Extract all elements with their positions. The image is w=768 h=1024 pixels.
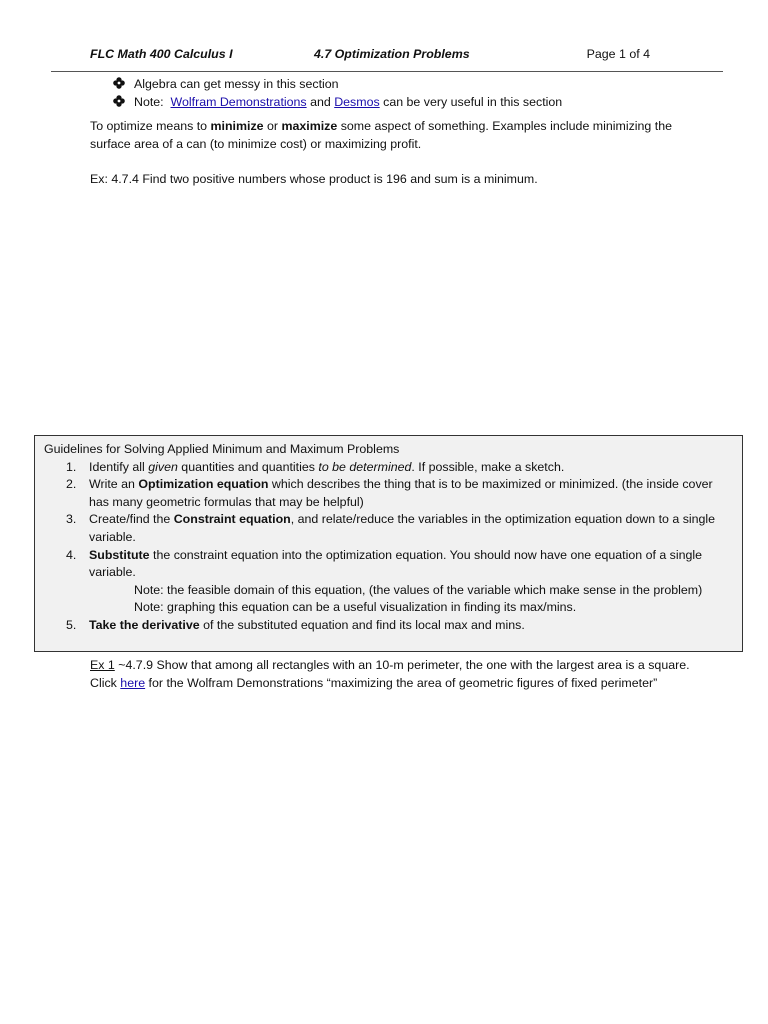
step-note: Note: the feasible domain of this equation, (the values of the variable which make sense in the problem) [134, 582, 703, 597]
step-text: Create/find the [89, 512, 174, 527]
click-rest-text: for the Wolfram Demonstrations “maximizing the area of geometric figures of fixed perimeter” [145, 675, 658, 690]
wolfram-demonstrations-link[interactable]: Wolfram Demonstrations [170, 94, 307, 109]
example-4-7-4: Ex: 4.7.4 Find two positive numbers whose product is 196 and sum is a minimum. [90, 172, 538, 186]
step-text: . If possible, make a sketch. [411, 459, 565, 474]
maximize-term: maximize [281, 119, 338, 133]
intro-text: or [263, 119, 282, 133]
step-bold: Substitute [89, 547, 150, 562]
section-title: 4.7 Optimization Problems [314, 47, 470, 61]
and-text: and [310, 94, 331, 109]
guidelines-title: Guidelines for Solving Applied Minimum and Maximum Problems [44, 442, 400, 456]
guideline-step-3 [44, 511, 733, 546]
step-note: Note: graphing this equation can be a useful visualization in finding its max/mins. [134, 600, 577, 615]
example-label: Ex 1 [90, 658, 115, 672]
step-text: the constraint equation into the optimization equation. You should now have one equation of a single variable. [89, 547, 703, 580]
intro-text: To optimize means to [90, 119, 211, 133]
guideline-step-4 [44, 547, 733, 617]
flower-bullet-icon [113, 95, 125, 107]
step-text: quantities and quantities [177, 459, 319, 474]
intro-paragraph [90, 118, 710, 153]
step-number: 5. [66, 617, 77, 632]
example-1-statement [90, 657, 750, 675]
note-suffix: can be very useful in this section [383, 94, 563, 109]
step-emphasis: given [148, 459, 178, 474]
example-1-click-line [90, 675, 750, 693]
course-title: FLC Math 400 Calculus I [90, 47, 233, 61]
step-text: , and relate/reduce the variables in the optimization equation down to a single variable. [89, 512, 716, 544]
step-number: 4. [66, 547, 77, 562]
step-text: Identify all [89, 459, 149, 474]
step-bold: Take the derivative [89, 617, 200, 632]
example-text: ~4.7.9 Show that among all rectangles with an 10-m perimeter, the one with the largest area is a square. [114, 658, 690, 672]
intro-bullets [113, 76, 562, 111]
guidelines-box [34, 435, 743, 652]
guideline-step-5 [44, 617, 733, 635]
step-text: Write an [89, 477, 139, 492]
step-number: 2. [66, 477, 77, 492]
bullet-item [113, 76, 562, 94]
step-bold: Optimization equation [138, 477, 269, 492]
guideline-step-2 [44, 476, 733, 511]
note-prefix: Note: [134, 94, 164, 109]
guideline-step-1 [44, 459, 733, 477]
step-number: 1. [66, 459, 77, 474]
guidelines-list [44, 459, 733, 635]
bullet-text: Algebra can get messy in this section [134, 77, 339, 91]
step-number: 3. [66, 512, 77, 527]
page-number: Page 1 of 4 [586, 47, 650, 61]
bullet-item [113, 94, 562, 112]
example-1 [90, 657, 750, 692]
step-emphasis: to be determined [318, 459, 412, 474]
step-bold: Constraint equation [173, 512, 291, 527]
flower-bullet-icon [113, 77, 125, 89]
intro-text: some aspect of something. Examples include minimizing the surface area of a can (to minimize cost) or maximizing profit. [90, 119, 672, 151]
desmos-link[interactable]: Desmos [334, 94, 380, 109]
header-divider [51, 71, 723, 72]
step-text: which describes the thing that is to be maximized or minimized. (the inside cover has many geometric formulas that may be helpful) [89, 477, 713, 509]
here-link[interactable]: here [120, 675, 146, 690]
step-text: of the substituted equation and find its local max and mins. [199, 617, 525, 632]
minimize-term: minimize [210, 119, 264, 133]
click-text: Click [90, 675, 121, 690]
page-header [90, 47, 650, 65]
